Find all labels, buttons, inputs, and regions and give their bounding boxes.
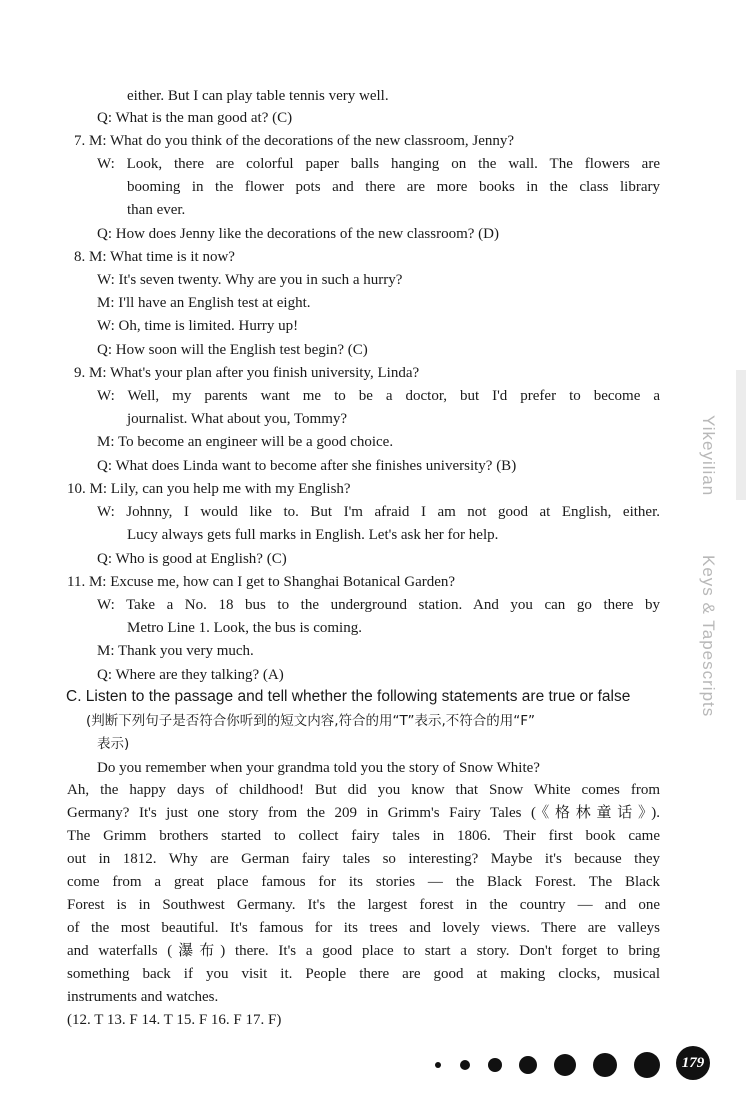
dot-icon [554,1054,576,1076]
side-label-section: Keys & Tapescripts [699,555,718,718]
passage-line: Do you remember when your grandma told you the story of Snow White? [97,760,540,776]
text-line: Q: How does Jenny like the decorations of the new classroom? (D) [97,226,499,242]
passage-line: Forest is in Southwest Germany. It's the largest forest in the country — and one [67,897,660,913]
text-line: Q: Where are they talking? (A) [97,667,284,683]
page-number: 179 [676,1046,710,1080]
text-line: 10. M: Lily, can you help me with my English? [67,481,351,497]
text-line: journalist. What about you, Tommy? [127,411,348,427]
text-line: M: I'll have an English test at eight. [97,295,311,311]
text-line: Q: What is the man good at? (C) [97,110,293,126]
text-line: W: Take a No. 18 bus to the underground station. And you can go there by [97,597,660,613]
passage-line: instruments and watches. [67,989,219,1005]
text-line: 9. M: What's your plan after you finish university, Linda? [74,365,420,381]
text-line: either. But I can play table tennis very well. [127,88,389,104]
text-line: Lucy always gets full marks in English. Let's ask her for help. [127,527,499,543]
passage-line: Germany? It's just one story from the 209 in Grimm's Fairy Tales (《格林童话》). [67,805,660,821]
answer-key: (12. T 13. F 14. T 15. F 16. F 17. F) [67,1012,282,1028]
dot-icon [435,1062,441,1068]
text-line: Q: Who is good at English? (C) [97,551,287,567]
section-instruction: 表示) [97,736,130,752]
text-line: W: Johnny, I would like to. But I'm afraid I am not good at English, either. [97,504,660,520]
text-line: W: Oh, time is limited. Hurry up! [97,318,299,334]
text-line: booming in the flower pots and there are more books in the class library [127,179,660,195]
text-line: Q: How soon will the English test begin? (C) [97,342,368,358]
text-line: than ever. [127,202,186,218]
text-line: 7. M: What do you think of the decorations of the new classroom, Jenny? [74,133,515,149]
text-line: Q: What does Linda want to become after she finishes university? (B) [97,458,517,474]
text-line: 11. M: Excuse me, how can I get to Shanghai Botanical Garden? [67,574,456,590]
edge-shadow [736,370,746,500]
text-line: 8. M: What time is it now? [74,249,235,265]
dot-icon [634,1052,660,1078]
text-line: W: Look, there are colorful paper balls hanging on the wall. The flowers are [97,156,660,172]
dot-icon [488,1058,502,1072]
passage-line: something back if you visit it. People there are good at making clocks, musical [67,966,660,982]
text-line: M: To become an engineer will be a good choice. [97,434,394,450]
passage-line: The Grimm brothers started to collect fairy tales in 1806. Their first book came [67,828,660,844]
passage-line: and waterfalls (瀑布) there. It's a good place to start a story. Don't forget to bring [67,943,660,959]
passage-line: come from a great place famous for its stories — the Black Forest. The Black [67,874,660,890]
side-label-brand: Yikeyilian [699,415,718,497]
passage-line: out in 1812. Why are German fairy tales so interesting? Maybe it's because they [67,851,660,867]
passage-line: Ah, the happy days of childhood! But did you know that Snow White comes from [67,782,660,798]
dot-icon [460,1060,470,1070]
section-heading: C. Listen to the passage and tell whether the following statements are true or false [66,688,631,705]
text-line: M: Thank you very much. [97,643,254,659]
passage-line: of the most beautiful. It's famous for its trees and lovely views. There are valleys [67,920,660,936]
text-line: W: It's seven twenty. Why are you in such a hurry? [97,272,403,288]
text-line: W: Well, my parents want me to be a doctor, but I'd prefer to become a [97,388,660,404]
section-instruction: (判断下列句子是否符合你听到的短文内容,符合的用“T”表示,不符合的用“F” [86,713,536,729]
text-line: Metro Line 1. Look, the bus is coming. [127,620,362,636]
dot-icon [519,1056,537,1074]
dot-icon [593,1053,617,1077]
